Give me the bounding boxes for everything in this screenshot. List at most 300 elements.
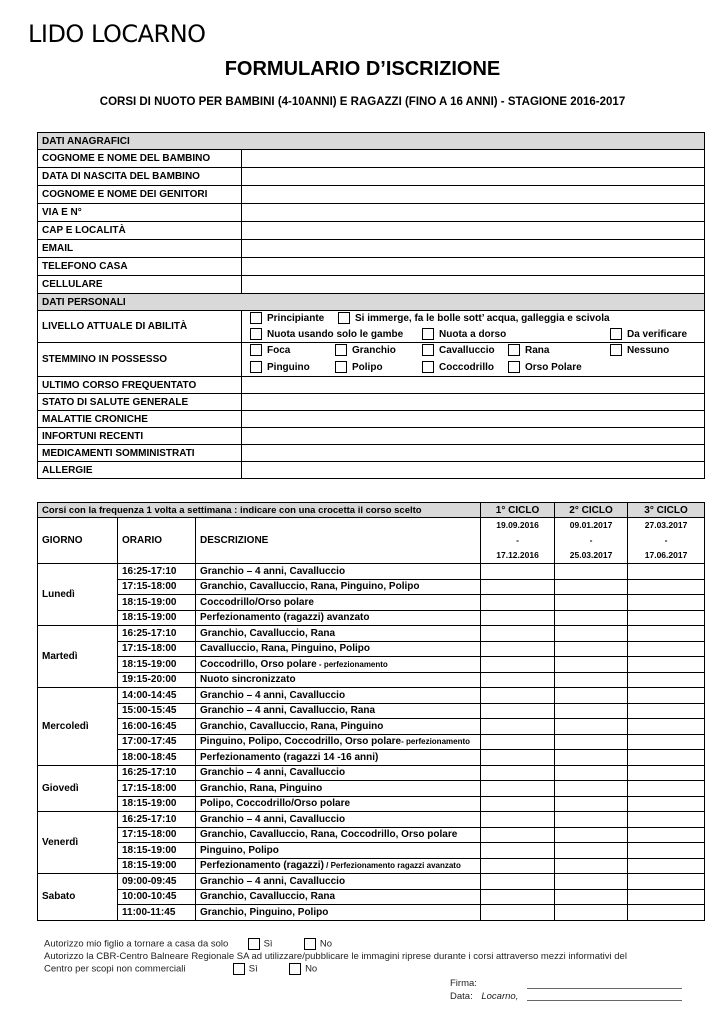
date-label — [450, 991, 518, 1002]
cycle-checkbox-cell[interactable] — [628, 688, 705, 704]
cycle-checkbox-cell[interactable] — [555, 827, 628, 843]
mobile-label: CELLULARE — [38, 276, 242, 294]
chronic-diseases-field[interactable] — [242, 411, 705, 428]
description-cell — [196, 858, 481, 874]
cycle-checkbox-cell[interactable] — [555, 812, 628, 828]
cycle-checkbox-cell[interactable] — [481, 641, 555, 657]
cycle-checkbox-cell[interactable] — [481, 905, 555, 921]
time-cell: 11:00-11:45 — [118, 905, 196, 921]
description-text: Granchio, Cavalluccio, Rana — [200, 891, 336, 903]
description-cell — [196, 657, 481, 673]
course-row — [38, 564, 705, 580]
checkbox[interactable] — [250, 328, 262, 340]
home-phone-field[interactable] — [242, 258, 705, 276]
description-cell — [196, 626, 481, 642]
logo: LIDO LOCARNO — [28, 20, 206, 48]
cycle-checkbox-cell[interactable] — [628, 657, 705, 673]
description-cell — [196, 719, 481, 735]
badge-option[interactable] — [335, 361, 383, 373]
consent-home-alone — [44, 938, 332, 950]
description-cell — [196, 734, 481, 750]
cycle-checkbox-cell[interactable] — [628, 858, 705, 874]
consent2-yes-checkbox[interactable] — [233, 963, 245, 975]
ability-option[interactable] — [250, 328, 403, 340]
description-text: Granchio, Cavalluccio, Rana — [200, 627, 336, 639]
course-row — [38, 843, 705, 859]
cycle-checkbox-cell[interactable] — [481, 796, 555, 812]
cycle-checkbox-cell[interactable] — [628, 765, 705, 781]
child-birthdate-label: DATA DI NASCITA DEL BAMBINO — [38, 168, 242, 186]
badge-option-label: Nessuno — [627, 344, 670, 356]
course-row — [38, 734, 705, 750]
badge-option[interactable] — [610, 344, 669, 356]
description-text: Granchio, Cavalluccio, Rana, Pinguino — [200, 720, 384, 732]
time-cell: 17:15-18:00 — [118, 641, 196, 657]
description-text: Granchio – 4 anni, Cavalluccio — [200, 813, 346, 825]
cycle-date-sep: - — [664, 535, 668, 545]
course-row — [38, 750, 705, 766]
cycle-checkbox-cell[interactable] — [555, 905, 628, 921]
consent-images — [44, 963, 317, 975]
allergies-label: ALLERGIE — [38, 462, 242, 479]
last-course-label: ULTIMO CORSO FREQUENTATO — [38, 377, 242, 394]
child-name-field[interactable] — [242, 150, 705, 168]
course-row — [38, 765, 705, 781]
medications-field[interactable] — [242, 445, 705, 462]
description-cell — [196, 874, 481, 890]
page-title: FORMULARIO D’ISCRIZIONE — [224, 58, 501, 80]
description-cell — [196, 641, 481, 657]
badge-option[interactable] — [250, 344, 290, 356]
cycle-date-start: 19.09.2016 — [496, 520, 539, 530]
form-row — [38, 377, 705, 394]
ability-option[interactable] — [422, 328, 506, 340]
description-cell — [196, 688, 481, 704]
section-dati-personali-row — [38, 294, 705, 311]
description-cell — [196, 750, 481, 766]
checkbox[interactable] — [422, 344, 434, 356]
date-place: Locarno, — [481, 991, 519, 1002]
cycle-checkbox-cell[interactable] — [555, 874, 628, 890]
form-row — [38, 258, 705, 276]
course-row — [38, 812, 705, 828]
courses-header-row — [38, 518, 705, 564]
course-row — [38, 781, 705, 797]
consent-home-alone-text: Autorizzo mio figlio a tornare a casa da solo — [44, 938, 229, 950]
cycle-checkbox-cell[interactable] — [481, 874, 555, 890]
description-text: Granchio, Cavalluccio, Rana, Coccodrillo, Orso polare — [200, 829, 458, 841]
ability-option-label: Principiante — [267, 312, 325, 324]
consent1-yes-checkbox[interactable] — [248, 938, 260, 950]
consent2-yes-label: Sì — [248, 963, 258, 975]
course-row — [38, 796, 705, 812]
cycle-checkbox-cell[interactable] — [555, 641, 628, 657]
form-row — [38, 186, 705, 204]
badge-label: STEMMINO IN POSSESSO — [38, 343, 242, 377]
child-name-label: COGNOME E NOME DEL BAMBINO — [38, 150, 242, 168]
cycle-checkbox-cell[interactable] — [555, 889, 628, 905]
cycle-checkbox-cell[interactable] — [628, 626, 705, 642]
consent-images-line1: Autorizzo la CBR-Centro Balneare Regionale SA ad utilizzare/pubblicare le immagini riprese durante i corsi attraverso mezzi informativi del — [44, 951, 627, 962]
cycle-date-start: 09.01.2017 — [569, 520, 613, 530]
course-row — [38, 827, 705, 843]
cycle-checkbox-cell[interactable] — [481, 765, 555, 781]
home-phone-label: TELEFONO CASA — [38, 258, 242, 276]
section-dati-anagrafici: DATI ANAGRAFICI — [38, 133, 705, 150]
description-cell — [196, 905, 481, 921]
cycle-checkbox-cell[interactable] — [628, 595, 705, 611]
cycle-checkbox-cell[interactable] — [481, 610, 555, 626]
cycle-checkbox-cell[interactable] — [628, 564, 705, 580]
cycle-checkbox-cell[interactable] — [628, 719, 705, 735]
description-note: / Perfezionamento ragazzi avanzato — [323, 861, 461, 871]
checkbox[interactable] — [610, 344, 622, 356]
day-cell: Martedì — [38, 626, 118, 688]
cycle-checkbox-cell[interactable] — [555, 610, 628, 626]
cycle-header: 2° CICLO — [555, 503, 628, 518]
description-text: Granchio – 4 anni, Cavalluccio, Rana — [200, 705, 376, 717]
form-row — [38, 428, 705, 445]
cycle-checkbox-cell[interactable] — [555, 703, 628, 719]
time-cell: 17:15-18:00 — [118, 579, 196, 595]
cycle-date-end: 17.12.2016 — [496, 550, 539, 560]
courses-table — [37, 502, 705, 921]
badge-option[interactable] — [250, 361, 310, 373]
description-text: Pinguino, Polipo, Coccodrillo, Orso polare — [200, 736, 402, 748]
checkbox[interactable] — [250, 344, 262, 356]
badge-option-label: Coccodrillo — [439, 361, 495, 373]
cycle-checkbox-cell[interactable] — [555, 626, 628, 642]
street-label: VIA E N° — [38, 204, 242, 222]
description-text: Polipo, Coccodrillo/Orso polare — [200, 798, 351, 810]
col-orario: ORARIO — [118, 518, 196, 564]
time-cell: 16:25-17:10 — [118, 564, 196, 580]
form-row — [38, 445, 705, 462]
cycle-checkbox-cell[interactable] — [555, 672, 628, 688]
checkbox[interactable] — [610, 328, 622, 340]
form-row — [38, 240, 705, 258]
day-cell: Giovedì — [38, 765, 118, 812]
course-row — [38, 672, 705, 688]
cycle-header: 3° CICLO — [628, 503, 705, 518]
description-cell — [196, 579, 481, 595]
ability-option-label: Da verificare — [627, 328, 688, 340]
cycle-checkbox-cell[interactable] — [555, 564, 628, 580]
form-row — [38, 168, 705, 186]
form-row — [38, 276, 705, 294]
badge-row — [38, 343, 705, 377]
cycle-checkbox-cell[interactable] — [628, 750, 705, 766]
consent1-no-checkbox[interactable] — [304, 938, 316, 950]
day-cell: Lunedì — [38, 564, 118, 626]
day-cell: Venerdì — [38, 812, 118, 874]
description-cell — [196, 843, 481, 859]
description-cell — [196, 889, 481, 905]
ability-option[interactable] — [610, 328, 687, 340]
cycle-checkbox-cell[interactable] — [628, 843, 705, 859]
form-row — [38, 222, 705, 240]
course-row — [38, 641, 705, 657]
ability-label: LIVELLO ATTUALE DI ABILITÀ — [38, 311, 242, 343]
description-note: - perfezionamento — [401, 737, 471, 747]
personal-data-table — [37, 132, 705, 479]
badge-option[interactable] — [335, 344, 396, 356]
cycle-checkbox-cell[interactable] — [555, 719, 628, 735]
form-row — [38, 150, 705, 168]
ability-option-label: Nuota a dorso — [439, 328, 507, 340]
cycle-dates — [481, 518, 555, 564]
badge-option[interactable] — [508, 361, 582, 373]
description-text: Granchio – 4 anni, Cavalluccio — [200, 689, 346, 701]
checkbox[interactable] — [250, 312, 262, 324]
description-cell — [196, 765, 481, 781]
zip-city-field[interactable] — [242, 222, 705, 240]
cycle-date-end: 17.06.2017 — [644, 550, 688, 560]
time-cell: 16:00-16:45 — [118, 719, 196, 735]
time-cell: 18:15-19:00 — [118, 858, 196, 874]
badge-options — [242, 343, 705, 377]
cycle-checkbox-cell[interactable] — [555, 781, 628, 797]
cycle-checkbox-cell[interactable] — [628, 734, 705, 750]
cycle-checkbox-cell[interactable] — [628, 827, 705, 843]
cycle-date-end: 25.03.2017 — [569, 550, 613, 560]
badge-option-label: Cavalluccio — [439, 344, 495, 356]
course-row — [38, 688, 705, 704]
time-cell: 17:15-18:00 — [118, 781, 196, 797]
courses-intro: Corsi con la frequenza 1 volta a settimana : indicare con una crocetta il corso scelto — [38, 503, 481, 518]
cycle-checkbox-cell[interactable] — [481, 812, 555, 828]
form-row — [38, 204, 705, 222]
cycle-checkbox-cell[interactable] — [555, 657, 628, 673]
description-text: Granchio – 4 anni, Cavalluccio — [200, 565, 346, 577]
cycle-checkbox-cell[interactable] — [481, 781, 555, 797]
cycle-checkbox-cell[interactable] — [628, 905, 705, 921]
cycle-dates — [628, 518, 705, 564]
cycle-checkbox-cell[interactable] — [628, 641, 705, 657]
description-text: Granchio, Rana, Pinguino — [200, 782, 323, 794]
cycle-checkbox-cell[interactable] — [555, 579, 628, 595]
recent-injuries-field[interactable] — [242, 428, 705, 445]
cycle-checkbox-cell[interactable] — [555, 595, 628, 611]
course-row — [38, 858, 705, 874]
cycle-checkbox-cell[interactable] — [481, 750, 555, 766]
description-cell — [196, 595, 481, 611]
description-text: Cavalluccio, Rana, Pinguino, Polipo — [200, 643, 371, 655]
badge-option-label: Pinguino — [267, 361, 310, 373]
cycle-checkbox-cell[interactable] — [555, 688, 628, 704]
time-cell: 16:25-17:10 — [118, 765, 196, 781]
consent-images-line2: Centro per scopi non commerciali — [44, 963, 186, 975]
description-text: Perfezionamento (ragazzi) avanzato — [200, 612, 370, 624]
ability-option-label: Nuota usando solo le gambe — [267, 328, 404, 340]
day-cell: Sabato — [38, 874, 118, 921]
health-status-label: STATO DI SALUTE GENERALE — [38, 394, 242, 411]
signature-label: Firma: — [450, 978, 477, 989]
cycle-checkbox-cell[interactable] — [555, 858, 628, 874]
cycle-checkbox-cell[interactable] — [628, 889, 705, 905]
course-row — [38, 595, 705, 611]
description-cell — [196, 564, 481, 580]
chronic-diseases-label: MALATTIE CRONICHE — [38, 411, 242, 428]
cycle-checkbox-cell[interactable] — [628, 672, 705, 688]
cycle-checkbox-cell[interactable] — [628, 874, 705, 890]
cycle-checkbox-cell[interactable] — [628, 812, 705, 828]
description-note: - perfezionamento — [316, 659, 388, 669]
consent2-no-checkbox[interactable] — [289, 963, 301, 975]
ability-option-label: Si immerge, fa le bolle sott’ acqua, galleggia e scivola — [355, 312, 610, 324]
cycle-checkbox-cell[interactable] — [481, 657, 555, 673]
cycle-date-sep: - — [516, 535, 519, 545]
checkbox[interactable] — [508, 361, 520, 373]
date-line[interactable] — [527, 1000, 682, 1001]
course-row — [38, 905, 705, 921]
course-row — [38, 889, 705, 905]
cycle-checkbox-cell[interactable] — [481, 579, 555, 595]
cycle-checkbox-cell[interactable] — [481, 827, 555, 843]
badge-option-label: Rana — [525, 344, 550, 356]
checkbox[interactable] — [335, 344, 347, 356]
cycle-checkbox-cell[interactable] — [555, 765, 628, 781]
description-text: Granchio – 4 anni, Cavalluccio — [200, 767, 346, 779]
col-descrizione: DESCRIZIONE — [196, 518, 481, 564]
badge-option-label: Polipo — [352, 361, 383, 373]
cycle-checkbox-cell[interactable] — [555, 843, 628, 859]
cycle-checkbox-cell[interactable] — [481, 672, 555, 688]
cycle-checkbox-cell[interactable] — [628, 781, 705, 797]
cycle-checkbox-cell[interactable] — [628, 579, 705, 595]
description-text: Perfezionamento (ragazzi 14 -16 anni) — [200, 751, 379, 763]
parents-name-field[interactable] — [242, 186, 705, 204]
cycle-checkbox-cell[interactable] — [481, 564, 555, 580]
consent1-yes-label: Sì — [263, 938, 273, 950]
mobile-field[interactable] — [242, 276, 705, 294]
badge-option-label: Foca — [267, 344, 291, 356]
badge-option-label: Orso Polare — [525, 361, 582, 373]
checkbox[interactable] — [422, 361, 434, 373]
cycle-checkbox-cell[interactable] — [481, 734, 555, 750]
description-cell — [196, 781, 481, 797]
description-text: Granchio – 4 anni, Cavalluccio — [200, 875, 346, 887]
description-cell — [196, 672, 481, 688]
allergies-field[interactable] — [242, 462, 705, 479]
consent2-no-label: No — [305, 963, 318, 975]
time-cell: 18:15-19:00 — [118, 595, 196, 611]
time-cell: 15:00-15:45 — [118, 703, 196, 719]
ability-options — [242, 311, 705, 343]
badge-option[interactable] — [508, 344, 549, 356]
cycle-checkbox-cell[interactable] — [555, 796, 628, 812]
description-cell — [196, 827, 481, 843]
time-cell: 17:00-17:45 — [118, 734, 196, 750]
time-cell: 14:00-14:45 — [118, 688, 196, 704]
medications-label: MEDICAMENTI SOMMINISTRATI — [38, 445, 242, 462]
last-course-field[interactable] — [242, 377, 705, 394]
course-row — [38, 874, 705, 890]
cycle-checkbox-cell[interactable] — [481, 719, 555, 735]
ability-option[interactable] — [250, 312, 324, 324]
time-cell: 18:15-19:00 — [118, 843, 196, 859]
col-giorno: GIORNO — [38, 518, 118, 564]
cycle-checkbox-cell[interactable] — [481, 858, 555, 874]
cycle-dates — [555, 518, 628, 564]
cycle-checkbox-cell[interactable] — [555, 734, 628, 750]
section-dati-personali: DATI PERSONALI — [38, 294, 705, 311]
time-cell: 16:25-17:10 — [118, 812, 196, 828]
consent1-no-label: No — [319, 938, 332, 950]
checkbox[interactable] — [335, 361, 347, 373]
cycle-checkbox-cell[interactable] — [628, 610, 705, 626]
checkbox[interactable] — [250, 361, 262, 373]
cycle-header: 1° CICLO — [481, 503, 555, 518]
time-cell: 19:15-20:00 — [118, 672, 196, 688]
badge-option-label: Granchio — [352, 344, 396, 356]
cycle-checkbox-cell[interactable] — [481, 626, 555, 642]
course-row — [38, 610, 705, 626]
parents-name-label: COGNOME E NOME DEI GENITORI — [38, 186, 242, 204]
checkbox[interactable] — [508, 344, 520, 356]
time-cell: 18:15-19:00 — [118, 796, 196, 812]
time-cell: 18:15-19:00 — [118, 610, 196, 626]
cycle-date-start: 27.03.2017 — [644, 520, 688, 530]
time-cell: 16:25-17:10 — [118, 626, 196, 642]
date-label-text: Data: — [450, 991, 473, 1002]
time-cell: 17:15-18:00 — [118, 827, 196, 843]
course-row — [38, 579, 705, 595]
child-birthdate-field[interactable] — [242, 168, 705, 186]
ability-row — [38, 311, 705, 343]
checkbox[interactable] — [338, 312, 350, 324]
description-text: Coccodrillo/Orso polare — [200, 596, 314, 608]
cycle-checkbox-cell[interactable] — [481, 843, 555, 859]
badge-option[interactable] — [422, 344, 495, 356]
cycle-checkbox-cell[interactable] — [555, 750, 628, 766]
description-cell — [196, 703, 481, 719]
email-field[interactable] — [242, 240, 705, 258]
description-text: Granchio, Pinguino, Polipo — [200, 906, 329, 918]
course-row — [38, 626, 705, 642]
form-row — [38, 462, 705, 479]
description-text: Nuoto sincronizzato — [200, 674, 296, 686]
courses-intro-row — [38, 503, 705, 518]
description-text: Pinguino, Polipo — [200, 844, 279, 856]
form-row — [38, 411, 705, 428]
course-row — [38, 657, 705, 673]
email-label: EMAIL — [38, 240, 242, 258]
description-text: Coccodrillo, Orso polare — [200, 658, 317, 670]
page-subtitle: CORSI DI NUOTO PER BAMBINI (4-10ANNI) E RAGAZZI (FINO A 16 ANNI) - STAGIONE 2016-2017 — [99, 96, 626, 108]
time-cell: 18:00-18:45 — [118, 750, 196, 766]
health-status-field[interactable] — [242, 394, 705, 411]
zip-city-label: CAP E LOCALITÀ — [38, 222, 242, 240]
cycle-checkbox-cell[interactable] — [628, 796, 705, 812]
time-cell: 18:15-19:00 — [118, 657, 196, 673]
cycle-checkbox-cell[interactable] — [481, 595, 555, 611]
description-cell — [196, 812, 481, 828]
cycle-checkbox-cell[interactable] — [481, 889, 555, 905]
description-cell — [196, 610, 481, 626]
checkbox[interactable] — [422, 328, 434, 340]
cycle-checkbox-cell[interactable] — [481, 703, 555, 719]
street-field[interactable] — [242, 204, 705, 222]
ability-option[interactable] — [338, 312, 610, 324]
cycle-checkbox-cell[interactable] — [481, 688, 555, 704]
cycle-date-sep: - — [589, 535, 593, 545]
signature-line[interactable] — [527, 988, 682, 989]
course-row — [38, 703, 705, 719]
description-text: Granchio, Cavalluccio, Rana, Pinguino, Polipo — [200, 581, 420, 593]
cycle-checkbox-cell[interactable] — [628, 703, 705, 719]
badge-option[interactable] — [422, 361, 494, 373]
